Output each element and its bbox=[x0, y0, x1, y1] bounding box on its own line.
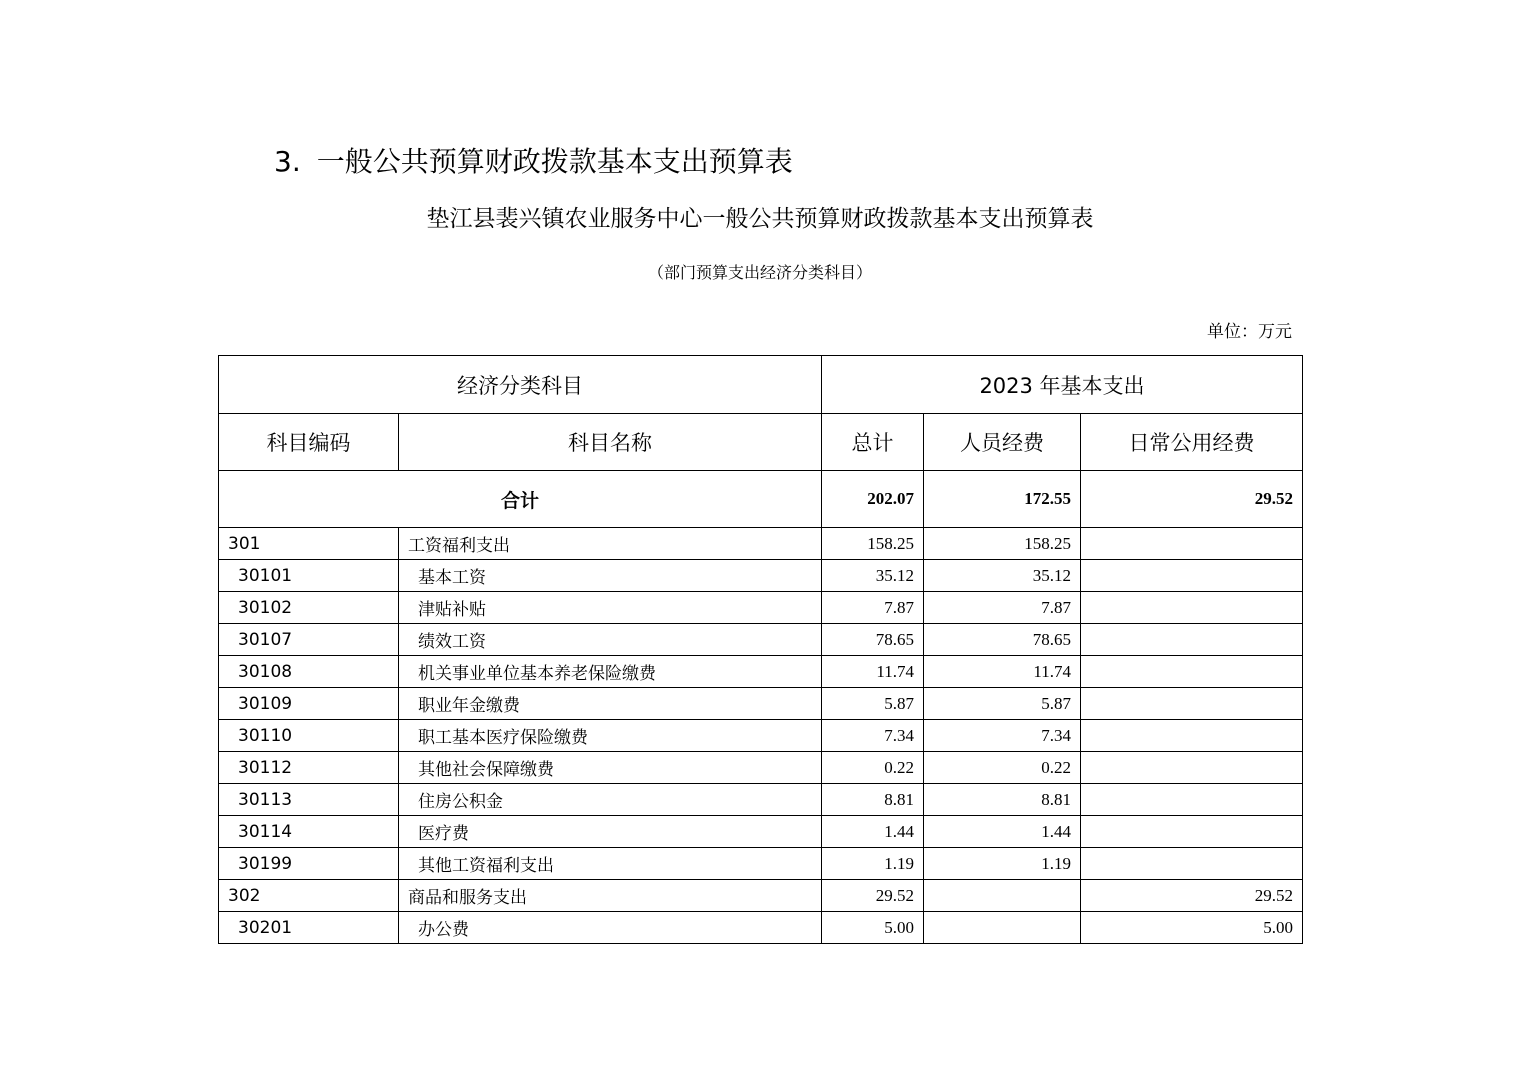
row-personnel: 5.87 bbox=[924, 688, 1081, 720]
row-personnel: 78.65 bbox=[924, 624, 1081, 656]
page-subtitle: （部门预算支出经济分类科目） bbox=[647, 263, 872, 282]
row-name: 绩效工资 bbox=[399, 624, 822, 656]
row-public: 29.52 bbox=[1081, 880, 1303, 912]
row-name: 住房公积金 bbox=[399, 784, 822, 816]
row-personnel: 7.87 bbox=[924, 592, 1081, 624]
row-total: 29.52 bbox=[822, 880, 924, 912]
section-heading-text: 一般公共预算财政拨款基本支出预算表 bbox=[316, 145, 793, 178]
row-public bbox=[1081, 752, 1303, 784]
row-public bbox=[1081, 624, 1303, 656]
row-total: 158.25 bbox=[822, 528, 924, 560]
table-row bbox=[219, 912, 1303, 944]
row-total: 1.19 bbox=[822, 848, 924, 880]
row-code: 30112 bbox=[219, 752, 399, 784]
column-header-personnel: 人员经费 bbox=[924, 414, 1081, 471]
row-name: 工资福利支出 bbox=[399, 528, 822, 560]
row-code: 30102 bbox=[219, 592, 399, 624]
total-sum: 202.07 bbox=[822, 471, 924, 528]
row-name: 其他工资福利支出 bbox=[399, 848, 822, 880]
total-label: 合计 bbox=[219, 471, 822, 528]
unit-label: 单位：万元 bbox=[1207, 322, 1292, 342]
row-total: 7.87 bbox=[822, 592, 924, 624]
row-public bbox=[1081, 688, 1303, 720]
row-name: 职工基本医疗保险缴费 bbox=[399, 720, 822, 752]
row-personnel: 158.25 bbox=[924, 528, 1081, 560]
row-code: 30114 bbox=[219, 816, 399, 848]
table-row bbox=[219, 528, 1303, 560]
row-code: 30199 bbox=[219, 848, 399, 880]
row-personnel: 0.22 bbox=[924, 752, 1081, 784]
row-personnel: 11.74 bbox=[924, 656, 1081, 688]
total-row bbox=[219, 471, 1303, 528]
total-public: 29.52 bbox=[1081, 471, 1303, 528]
row-code: 301 bbox=[219, 528, 399, 560]
budget-table bbox=[218, 355, 1303, 944]
total-personnel: 172.55 bbox=[924, 471, 1081, 528]
row-code: 30107 bbox=[219, 624, 399, 656]
row-public bbox=[1081, 656, 1303, 688]
column-header-code: 科目编码 bbox=[219, 414, 399, 471]
section-number: 3. bbox=[274, 145, 301, 178]
table-row bbox=[219, 752, 1303, 784]
table-row bbox=[219, 784, 1303, 816]
row-personnel bbox=[924, 880, 1081, 912]
row-code: 30108 bbox=[219, 656, 399, 688]
row-personnel: 1.44 bbox=[924, 816, 1081, 848]
row-total: 7.34 bbox=[822, 720, 924, 752]
row-personnel: 1.19 bbox=[924, 848, 1081, 880]
row-personnel: 8.81 bbox=[924, 784, 1081, 816]
table-row bbox=[219, 848, 1303, 880]
row-total: 1.44 bbox=[822, 816, 924, 848]
column-header-name: 科目名称 bbox=[399, 414, 822, 471]
row-code: 30101 bbox=[219, 560, 399, 592]
row-public bbox=[1081, 784, 1303, 816]
row-public bbox=[1081, 720, 1303, 752]
header-basic-expenditure: 2023 年基本支出 bbox=[822, 356, 1303, 414]
row-total: 8.81 bbox=[822, 784, 924, 816]
row-name: 津贴补贴 bbox=[399, 592, 822, 624]
row-code: 30109 bbox=[219, 688, 399, 720]
column-header-public: 日常公用经费 bbox=[1081, 414, 1303, 471]
row-public bbox=[1081, 816, 1303, 848]
table-row bbox=[219, 656, 1303, 688]
row-public: 5.00 bbox=[1081, 912, 1303, 944]
row-total: 0.22 bbox=[822, 752, 924, 784]
row-public bbox=[1081, 560, 1303, 592]
section-heading bbox=[274, 140, 793, 180]
table-row bbox=[219, 720, 1303, 752]
row-code: 30201 bbox=[219, 912, 399, 944]
row-total: 5.00 bbox=[822, 912, 924, 944]
table-row bbox=[219, 880, 1303, 912]
row-personnel: 35.12 bbox=[924, 560, 1081, 592]
row-total: 11.74 bbox=[822, 656, 924, 688]
row-total: 78.65 bbox=[822, 624, 924, 656]
row-personnel: 7.34 bbox=[924, 720, 1081, 752]
row-name: 医疗费 bbox=[399, 816, 822, 848]
row-code: 302 bbox=[219, 880, 399, 912]
row-name: 基本工资 bbox=[399, 560, 822, 592]
row-total: 5.87 bbox=[822, 688, 924, 720]
row-name: 其他社会保障缴费 bbox=[399, 752, 822, 784]
row-public bbox=[1081, 528, 1303, 560]
column-header-total: 总计 bbox=[822, 414, 924, 471]
row-personnel bbox=[924, 912, 1081, 944]
table-row bbox=[219, 688, 1303, 720]
page-title: 垫江县裴兴镇农业服务中心一般公共预算财政拨款基本支出预算表 bbox=[426, 206, 1094, 232]
table-row bbox=[219, 560, 1303, 592]
row-name: 机关事业单位基本养老保险缴费 bbox=[399, 656, 822, 688]
row-public bbox=[1081, 592, 1303, 624]
row-code: 30110 bbox=[219, 720, 399, 752]
table-row bbox=[219, 624, 1303, 656]
table-row bbox=[219, 816, 1303, 848]
table-row bbox=[219, 592, 1303, 624]
header-economic-category: 经济分类科目 bbox=[219, 356, 822, 414]
row-code: 30113 bbox=[219, 784, 399, 816]
row-name: 商品和服务支出 bbox=[399, 880, 822, 912]
row-name: 办公费 bbox=[399, 912, 822, 944]
row-total: 35.12 bbox=[822, 560, 924, 592]
row-public bbox=[1081, 848, 1303, 880]
row-name: 职业年金缴费 bbox=[399, 688, 822, 720]
